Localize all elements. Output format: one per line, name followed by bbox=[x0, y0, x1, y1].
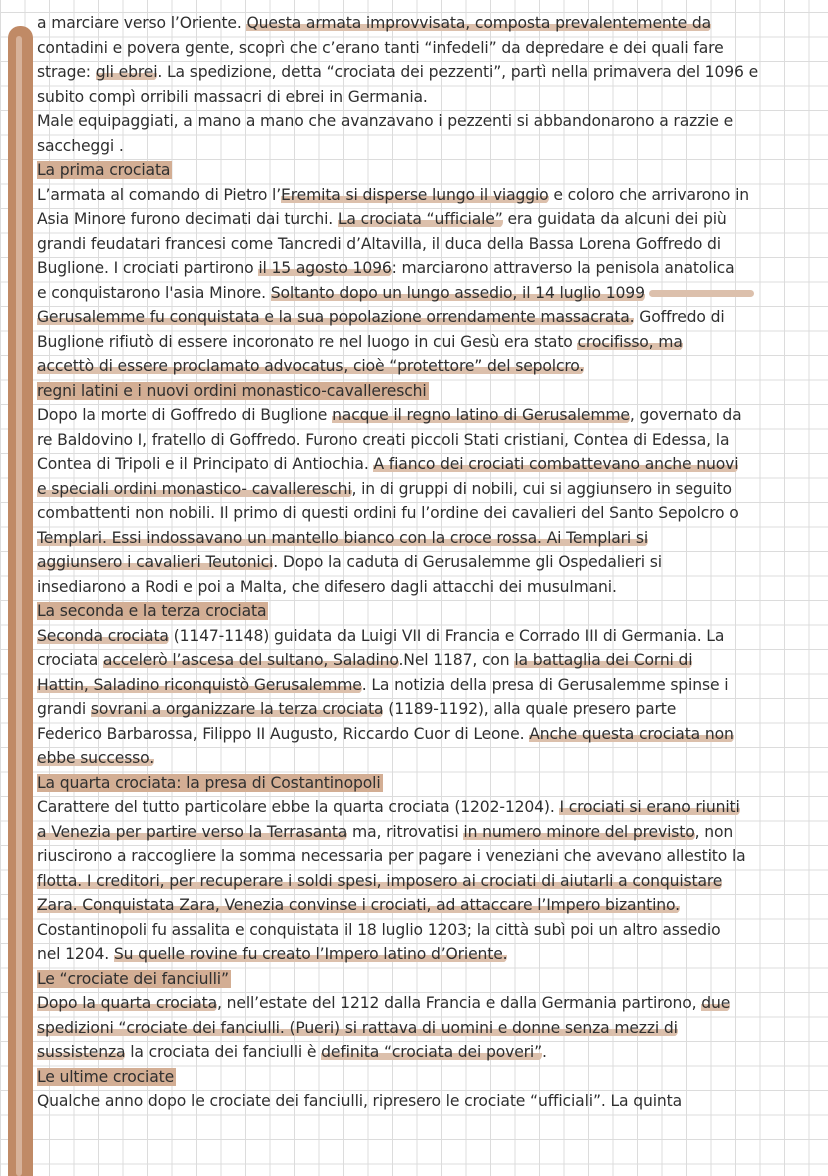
text-segment: Costantinopoli fu assalita e conquistata il 18 luglio 1203; la città subì poi un altro assedio bbox=[37, 920, 721, 939]
highlighted-text: regni latini e i nuovi ordini monastico-cavallereschi bbox=[37, 381, 427, 400]
text-line bbox=[37, 746, 825, 771]
text-segment: saccheggi . bbox=[37, 136, 124, 155]
text-segment: re Baldovino I, fratello di Goffredo. Furono creati piccoli Stati cristiani, Contea di Edessa, la bbox=[37, 430, 730, 449]
highlighted-text: ebbe successo. bbox=[37, 749, 155, 767]
highlighted-text: flotta. I creditori, per recuperare i soldi spesi, imposero ai crociati di aiutarli a conquistare bbox=[37, 871, 723, 890]
highlighted-text: Eremita si disperse lungo il viaggio bbox=[281, 185, 549, 204]
highlighted-text: in numero minore del previsto bbox=[463, 822, 695, 841]
text-line bbox=[37, 501, 825, 526]
highlighted-text: sussistenza bbox=[37, 1043, 126, 1061]
section-heading bbox=[37, 771, 825, 796]
notes-document bbox=[37, 11, 825, 1114]
text-line bbox=[37, 183, 825, 208]
highlighted-text: a Venezia per partire verso la Terrasanta bbox=[37, 822, 348, 841]
text-segment: . bbox=[542, 1043, 547, 1061]
highlighted-text: accettò di essere proclamato advocatus, cioè “protettore” del sepolcro. bbox=[37, 357, 585, 375]
text-segment: Asia Minore furono decimati dai turchi. bbox=[37, 210, 338, 228]
highlighted-text: due bbox=[701, 994, 731, 1012]
highlighted-text: Su quelle rovine fu creato l’Impero latino d’Oriente. bbox=[113, 945, 508, 963]
highlighted-text: spedizioni “crociate dei fanciulli. (Pueri) si rattava di uomini e donne senza mezzi di bbox=[37, 1018, 678, 1037]
text-line bbox=[37, 256, 825, 281]
text-segment: era guidata da alcuni dei più bbox=[502, 210, 727, 228]
text-segment: grandi feudatari francesi come Tancredi d’Altavilla, il duca della Bassa Lorena Goffredo di bbox=[37, 234, 721, 253]
highlighted-text: e speciali ordini monastico- cavallereschi bbox=[37, 479, 352, 498]
highlighted-text: la battaglia dei Corni di bbox=[514, 651, 693, 669]
text-segment: L’armata al comando di Pietro l’ bbox=[37, 185, 282, 204]
highlighted-text: Templari. Essi indossavano un mantello bianco con la croce rossa. Ai Templari si bbox=[37, 528, 649, 547]
highlighted-text: Le ultime crociate bbox=[37, 1067, 175, 1086]
text-line bbox=[37, 722, 825, 747]
text-line bbox=[37, 893, 825, 918]
text-segment: ma, ritrovatisi bbox=[347, 822, 464, 841]
text-segment: combattenti non nobili. Il primo di questi ordini fu l’ordine dei cavalieri del Santo Sepolcro o bbox=[37, 504, 739, 522]
text-line bbox=[37, 477, 825, 502]
highlighted-text: gli ebrei bbox=[95, 63, 158, 81]
highlighted-text: il 15 agosto 1096 bbox=[258, 259, 392, 277]
highlighted-text: La quarta crociata: la presa di Costantinopoli bbox=[37, 773, 381, 792]
text-line bbox=[37, 869, 825, 894]
highlighted-text: Gerusalemme fu conquistata e la sua popolazione orrendamente massacrata. bbox=[37, 308, 635, 326]
text-line bbox=[37, 109, 825, 134]
text-line bbox=[37, 452, 825, 477]
highlight-stroke bbox=[649, 290, 754, 297]
text-segment: grandi bbox=[37, 700, 91, 718]
text-line bbox=[37, 403, 825, 428]
text-line bbox=[37, 1089, 825, 1114]
text-segment: (1189-1192), alla quale presero parte bbox=[383, 700, 677, 718]
text-line bbox=[37, 991, 825, 1016]
highlighted-text: I crociati si erano riuniti bbox=[559, 798, 740, 816]
text-segment: Buglione. I crociati partirono bbox=[37, 259, 259, 277]
text-line bbox=[37, 134, 825, 159]
text-line bbox=[37, 354, 825, 379]
text-line bbox=[37, 575, 825, 600]
text-line bbox=[37, 232, 825, 257]
text-segment: e conquistarono l'asia Minore. bbox=[37, 283, 271, 302]
text-segment: la crociata dei fanciulli è bbox=[125, 1043, 322, 1061]
text-segment: .Nel 1187, con bbox=[398, 651, 515, 669]
text-segment: , nell’estate del 1212 dalla Francia e dalla Germania partirono, bbox=[217, 994, 702, 1012]
text-line bbox=[37, 36, 825, 61]
text-line bbox=[37, 918, 825, 943]
highlighted-text: Anche questa crociata non bbox=[529, 724, 734, 743]
section-heading bbox=[37, 967, 825, 992]
highlighted-text: Dopo la quarta crociata bbox=[37, 994, 218, 1012]
highlighted-text: sovrani a organizzare la terza crociata bbox=[90, 700, 384, 718]
highlighted-text: Seconda crociata bbox=[37, 626, 169, 645]
text-segment: . La notizia della presa di Gerusalemme spinse i bbox=[361, 675, 729, 694]
highlighted-text: accelerò l’ascesa del sultano, Saladino bbox=[102, 651, 399, 669]
section-heading bbox=[37, 379, 825, 404]
text-line bbox=[37, 428, 825, 453]
text-line bbox=[37, 11, 825, 36]
text-segment: crociata bbox=[37, 651, 103, 669]
text-segment: . La spedizione, detta “crociata dei pezzenti”, partì nella primavera del 1096 e bbox=[157, 63, 759, 81]
text-segment: subito compì orribili massacri di ebrei in Germania. bbox=[37, 87, 428, 106]
text-segment: : marciarono attraverso la penisola anatolica bbox=[391, 259, 735, 277]
text-line bbox=[37, 942, 825, 967]
highlighted-text: A fianco dei crociati combattevano anche nuovi bbox=[373, 455, 739, 473]
text-line bbox=[37, 844, 825, 869]
text-line bbox=[37, 330, 825, 355]
text-segment: contadini e povera gente, scoprì che c’erano tanti “infedeli” da depredare e dei quali fare bbox=[37, 38, 724, 57]
highlighted-text: La prima crociata bbox=[37, 161, 171, 179]
text-line bbox=[37, 1016, 825, 1041]
text-segment: Qualche anno dopo le crociate dei fanciulli, ripresero le crociate “ufficiali”. La quinta bbox=[37, 1092, 682, 1110]
text-line bbox=[37, 281, 825, 306]
highlighted-text: nacque il regno latino di Gerusalemme bbox=[332, 406, 630, 424]
margin-highlight-bar bbox=[8, 26, 33, 1176]
text-segment: Buglione rifiutò di essere incoronato re nel luogo in cui Gesù era stato bbox=[37, 332, 578, 351]
text-segment: e coloro che arrivarono in bbox=[548, 185, 750, 204]
text-line bbox=[37, 697, 825, 722]
text-line bbox=[37, 795, 825, 820]
text-segment: , in di gruppi di nobili, cui si aggiunsero in seguito bbox=[351, 479, 732, 498]
text-line bbox=[37, 550, 825, 575]
text-segment: Federico Barbarossa, Filippo II Augusto, Riccardo Cuor di Leone. bbox=[37, 724, 530, 743]
text-line bbox=[37, 673, 825, 698]
text-segment: Dopo la morte di Goffredo di Buglione bbox=[37, 406, 333, 424]
highlighted-text: La crociata “ufficiale” bbox=[337, 210, 503, 228]
text-segment: Goffredo di bbox=[634, 308, 725, 326]
text-line bbox=[37, 624, 825, 649]
text-segment: riuscirono a raccogliere la somma necessaria per pagare i veneziani che avevano allestito la bbox=[37, 847, 746, 865]
text-line bbox=[37, 207, 825, 232]
text-line bbox=[37, 60, 825, 85]
highlighted-text: Hattin, Saladino riconquistò Gerusalemme bbox=[37, 675, 362, 694]
highlighted-text: definita “crociata dei poveri” bbox=[321, 1043, 543, 1061]
text-line bbox=[37, 305, 825, 330]
section-heading bbox=[37, 1065, 825, 1090]
highlighted-text: Questa armata improvvisata, composta prevalentemente da bbox=[246, 14, 712, 32]
text-segment: (1147-1148) guidata da Luigi VII di Francia e Corrado III di Germania. La bbox=[168, 626, 725, 645]
text-line bbox=[37, 1040, 825, 1065]
text-line bbox=[37, 648, 825, 673]
section-heading bbox=[37, 599, 825, 624]
text-segment: a marciare verso l’Oriente. bbox=[37, 14, 247, 32]
text-line bbox=[37, 526, 825, 551]
highlighted-text: crocifisso, ma bbox=[577, 332, 683, 351]
text-segment: Contea di Tripoli e il Principato di Antiochia. bbox=[37, 455, 374, 473]
highlighted-text: Soltanto dopo un lungo assedio, il 14 luglio 1099 bbox=[270, 283, 645, 302]
highlighted-text: Zara. Conquistata Zara, Venezia convinse i crociati, ad attaccare l’Impero bizantino. bbox=[37, 896, 680, 914]
text-segment: nel 1204. bbox=[37, 945, 114, 963]
text-segment: insediarono a Rodi e poi a Malta, che difesero dagli attacchi dei musulmani. bbox=[37, 577, 617, 596]
text-segment: strage: bbox=[37, 63, 96, 81]
highlighted-text: La seconda e la terza crociata bbox=[37, 602, 267, 620]
text-segment: . Dopo la caduta di Gerusalemme gli Ospedalieri si bbox=[273, 553, 662, 571]
text-segment: Carattere del tutto particolare ebbe la quarta crociata (1202-1204). bbox=[37, 798, 560, 816]
text-line bbox=[37, 820, 825, 845]
highlighted-text: aggiunsero i cavalieri Teutonici bbox=[37, 553, 274, 571]
highlighted-text: Le “crociate dei fanciulli” bbox=[37, 969, 229, 988]
text-line bbox=[37, 85, 825, 110]
text-segment: , non bbox=[694, 822, 734, 841]
section-heading bbox=[37, 158, 825, 183]
text-segment: , governato da bbox=[629, 406, 742, 424]
text-segment: Male equipaggiati, a mano a mano che avanzavano i pezzenti si abbandonarono a razzie e bbox=[37, 112, 734, 130]
